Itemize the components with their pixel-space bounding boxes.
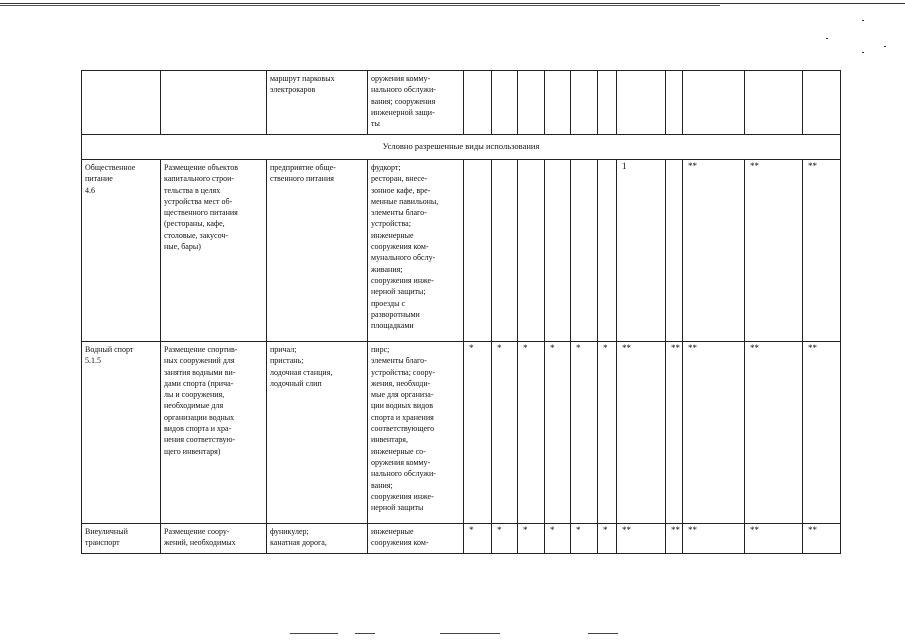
auxiliary-objects-cell: оружения комму- нального обслужи- вания; сооружения инженерной защи- ты <box>368 71 464 135</box>
zone-mark-cell: ** <box>803 342 841 524</box>
auxiliary-objects-cell: фудкорт; ресторан, внесе- зонное кафе, вре- менные павильоны, элементы благо- устройства; инженерные сооружения ком- мунального обслу- живания; сооружения инже- нерной защиты; проезды с разворотными площадками <box>368 160 464 342</box>
zone-mark-cell <box>545 160 571 342</box>
use-description-cell: Размещение объектов капитального строи- тельства в целях устройства мест об- щественного питания (рестораны, кафе, столовые, закусоч- ные, бары) <box>161 160 267 342</box>
scan-mark <box>440 633 500 634</box>
use-type-cell: Внеуличный транспорт <box>82 524 161 554</box>
use-type-cell: Общественное питание 4.6 <box>82 160 161 342</box>
zone-mark-cell: ** <box>666 342 683 524</box>
zone-mark-cell <box>571 160 598 342</box>
page-top-edge-line-2 <box>0 5 720 6</box>
use-description-cell: Размещение спортив- ных сооружений для занятия водными ви- дами спорта (прича- лы и сооружения, необходимые для организации водных видов спорта и хра- нения соответствую- щего инвентаря) <box>161 342 267 524</box>
land-use-regulations-table <box>81 70 841 554</box>
zone-mark-cell <box>745 71 803 135</box>
use-description-cell <box>161 71 267 135</box>
zone-mark-cell: ** <box>803 524 841 554</box>
zone-mark-cell <box>518 160 545 342</box>
zone-mark-cell: * <box>518 342 545 524</box>
zone-mark-cell: ** <box>683 160 745 342</box>
zone-mark-cell <box>617 71 666 135</box>
auxiliary-objects-cell: пирс; элементы благо- устройства; соору- жения, необходи- мые для организа- ции водных видов спорта и хранения соответствующего инвентаря, инженерные со- оружения комму- нального обслужи- вания; сооружения инже- нерной защиты <box>368 342 464 524</box>
zone-mark-cell: * <box>598 524 617 554</box>
zone-mark-cell <box>571 71 598 135</box>
page-top-edge-line <box>0 3 905 4</box>
table-row <box>82 342 841 524</box>
zone-mark-cell: ** <box>617 524 666 554</box>
auxiliary-objects-cell: инженерные сооружения ком- <box>368 524 464 554</box>
table-row <box>82 71 841 135</box>
zone-mark-cell: * <box>571 342 598 524</box>
section-heading: Условно разрешенные виды использования <box>82 135 841 160</box>
zone-mark-cell: * <box>571 524 598 554</box>
main-objects-cell: маршрут парковых электрокаров <box>267 71 368 135</box>
main-objects-cell: фуникулер; канатная дорога, <box>267 524 368 554</box>
zone-mark-cell <box>666 71 683 135</box>
zone-mark-cell: * <box>492 524 518 554</box>
zone-mark-cell <box>492 160 518 342</box>
zone-mark-cell <box>666 160 683 342</box>
zone-mark-cell: * <box>545 342 571 524</box>
scan-speck <box>862 20 864 21</box>
table-row <box>82 524 841 554</box>
zone-mark-cell: * <box>518 524 545 554</box>
zone-mark-cell: 1 <box>617 160 666 342</box>
zone-mark-cell: * <box>464 524 492 554</box>
zone-mark-cell <box>598 160 617 342</box>
scan-mark <box>355 633 375 634</box>
zone-mark-cell <box>683 71 745 135</box>
scan-speck <box>826 38 828 39</box>
use-type-cell: Водный спорт 5.1.5 <box>82 342 161 524</box>
main-objects-cell: предприятие обще- ственного питания <box>267 160 368 342</box>
use-description-cell: Размещение соору- жений, необходимых <box>161 524 267 554</box>
zone-mark-cell: * <box>598 342 617 524</box>
main-objects-cell: причал; пристань; лодочная станция, лодочный слип <box>267 342 368 524</box>
zone-mark-cell: ** <box>617 342 666 524</box>
scan-mark <box>290 633 338 634</box>
zone-mark-cell <box>464 160 492 342</box>
zone-mark-cell: ** <box>745 160 803 342</box>
zone-mark-cell <box>545 71 571 135</box>
scan-speck <box>884 46 886 47</box>
scan-mark <box>588 633 618 634</box>
scan-speck <box>862 52 864 53</box>
use-type-cell <box>82 71 161 135</box>
zone-mark-cell: * <box>545 524 571 554</box>
zone-mark-cell: ** <box>666 524 683 554</box>
zone-mark-cell: * <box>492 342 518 524</box>
zone-mark-cell: ** <box>745 524 803 554</box>
zone-mark-cell <box>518 71 545 135</box>
zone-mark-cell: ** <box>745 342 803 524</box>
zone-mark-cell: ** <box>803 160 841 342</box>
zone-mark-cell: ** <box>683 524 745 554</box>
section-heading-row <box>82 135 841 160</box>
zone-mark-cell <box>803 71 841 135</box>
zone-mark-cell: ** <box>683 342 745 524</box>
zone-mark-cell: * <box>464 342 492 524</box>
zone-mark-cell <box>492 71 518 135</box>
zone-mark-cell <box>464 71 492 135</box>
table-row <box>82 160 841 342</box>
zone-mark-cell <box>598 71 617 135</box>
